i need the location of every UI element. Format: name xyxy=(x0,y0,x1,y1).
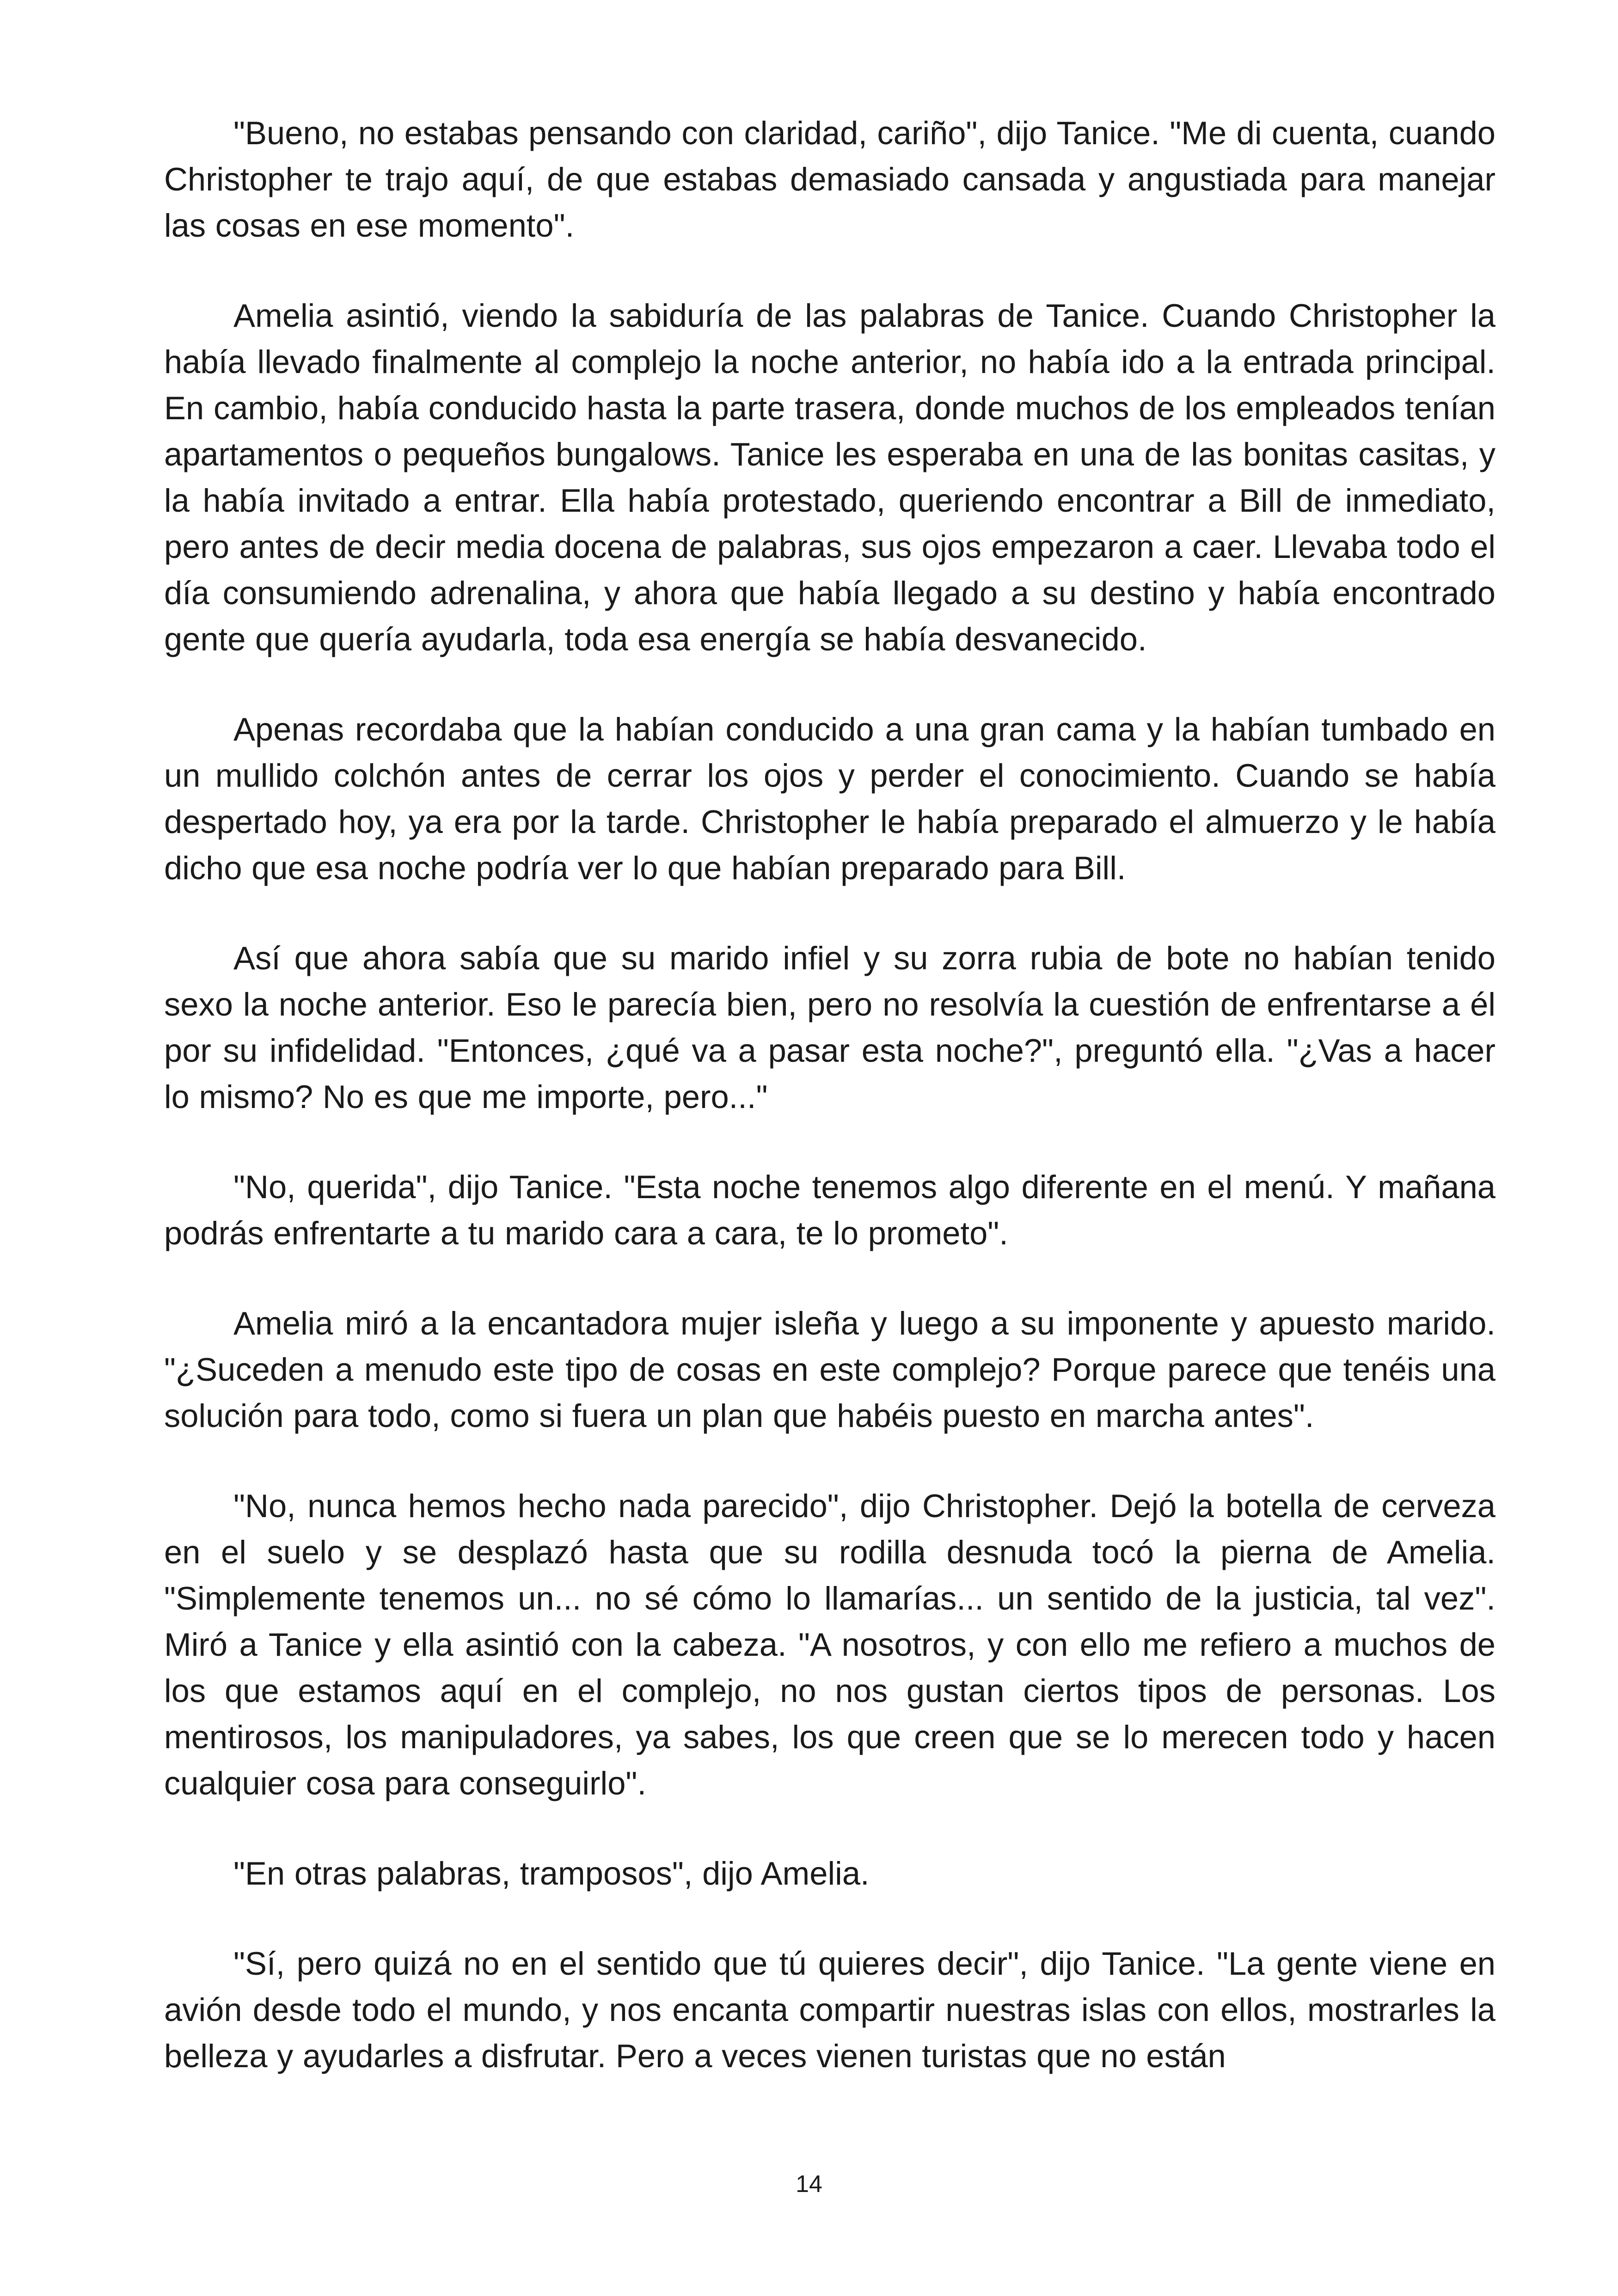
paragraph-8: "En otras palabras, tramposos", dijo Amelia. xyxy=(233,1855,870,1892)
page-number: 14 xyxy=(796,2171,822,2198)
paragraph-4: Así que ahora sabía que su marido infiel y su zorra rubia de bote no habían tenido sexo la noche anterior. Eso le parecía bien, pero no resolvía la cuestión de enfrentarse a él por su infidelidad. "Entonces, ¿qué va a pasar esta noche?", preguntó ella. "¿Vas a hacer lo mismo? No es que me importe, pero..." xyxy=(164,940,1495,1115)
paragraph-5: "No, querida", dijo Tanice. "Esta noche tenemos algo diferente en el menú. Y mañana podrás enfrentarte a tu marido cara a cara, te lo prometo". xyxy=(164,1169,1495,1251)
paragraph-9: "Sí, pero quizá no en el sentido que tú quieres decir", dijo Tanice. "La gente viene en avión desde todo el mundo, y nos encanta compartir nuestras islas con ellos, mostrarles la belleza y ayudarles a disfrutar. Pero a veces vienen turistas que no están xyxy=(164,1945,1495,2074)
paragraph-3: Apenas recordaba que la habían conducido a una gran cama y la habían tumbado en un mullido colchón antes de cerrar los ojos y perder el conocimiento. Cuando se había despertado hoy, ya era por la tarde. Christopher le había preparado el almuerzo y le había dicho que esa noche podría ver lo que habían preparado para Bill. xyxy=(164,711,1495,886)
paragraph-2: Amelia asintió, viendo la sabiduría de las palabras de Tanice. Cuando Christopher la había llevado finalmente al complejo la noche anterior, no había ido a la entrada principal. En cambio, había conducido hasta la parte trasera, donde muchos de los empleados tenían apartamentos o pequeños bungalows. Tanice les esperaba en una de las bonitas casitas, y la había invitado a entrar. Ella había protestado, queriendo encontrar a Bill de inmediato, pero antes de decir media docena de palabras, sus ojos empezaron a caer. Llevaba todo el día consumiendo adrenalina, y ahora que había llegado a su destino y había encontrado gente que quería ayudarla, toda esa energía se había desvanecido. xyxy=(164,297,1495,657)
paragraph-1: "Bueno, no estabas pensando con claridad, cariño", dijo Tanice. "Me di cuenta, cuando Christopher te trajo aquí, de que estabas demasiado cansada y angustiada para manejar las cosas en ese momento". xyxy=(164,115,1495,244)
paragraph-7: "No, nunca hemos hecho nada parecido", dijo Christopher. Dejó la botella de cerveza en el suelo y se desplazó hasta que su rodilla desnuda tocó la pierna de Amelia. "Simplemente tenemos un... no sé cómo lo llamarías... un sentido de la justicia, tal vez". Miró a Tanice y ella asintió con la cabeza. "A nosotros, y con ello me refiero a muchos de los que estamos aquí en el complejo, no nos gustan ciertos tipos de personas. Los mentirosos, los manipuladores, ya sabes, los que creen que se lo merecen todo y hacen cualquier cosa para conseguirlo". xyxy=(164,1488,1495,1801)
paragraph-6: Amelia miró a la encantadora mujer isleña y luego a su imponente y apuesto marido. "¿Suceden a menudo este tipo de cosas en este complejo? Porque parece que tenéis una solución para todo, como si fuera un plan que habéis puesto en marcha antes". xyxy=(164,1305,1495,1434)
document-body xyxy=(164,110,1495,2123)
